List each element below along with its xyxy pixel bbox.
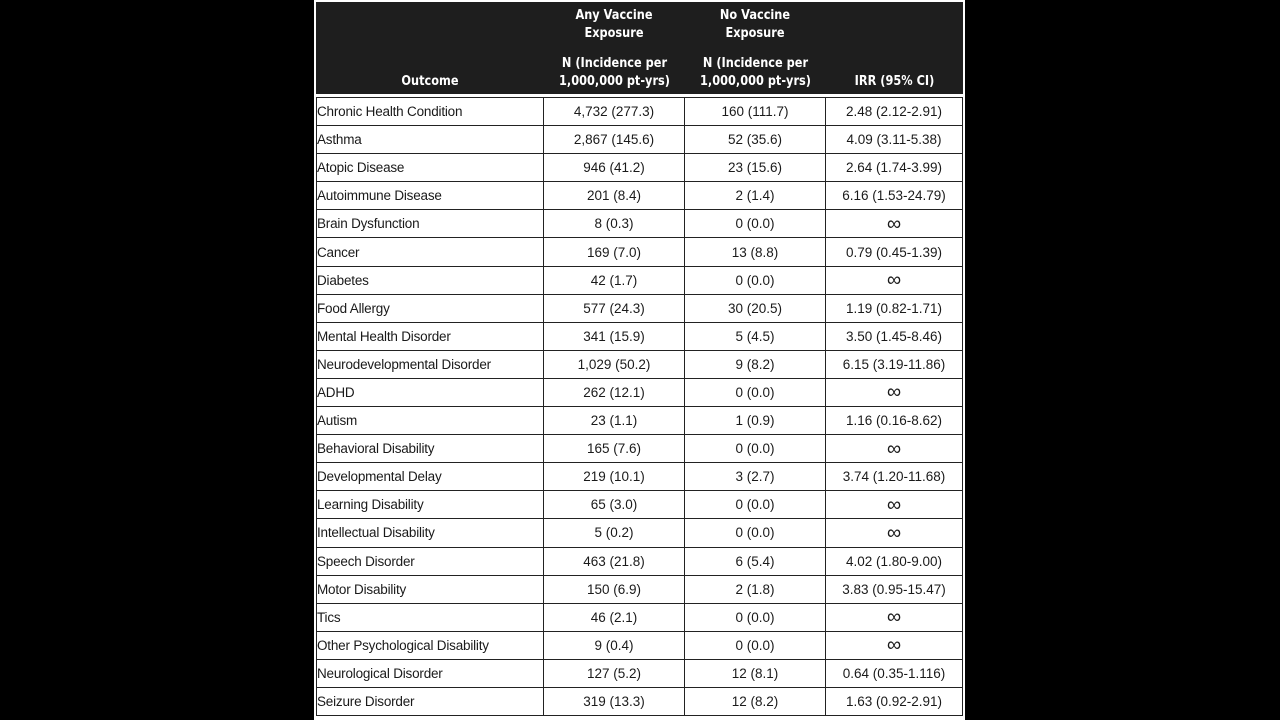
outcome-cell: Chronic Health Condition (316, 97, 544, 126)
outcome-cell: Cancer (316, 238, 544, 266)
outcome-cell: Asthma (316, 126, 544, 154)
no-vaccine-value-cell: 0 (0.0) (685, 210, 826, 238)
vaccine-value-cell: 201 (8.4) (544, 182, 685, 210)
table-row (316, 604, 963, 632)
no-vaccine-value-cell: 2 (1.8) (685, 576, 826, 604)
irr-cell: ∞ (826, 210, 963, 238)
outcome-cell: ADHD (316, 379, 544, 407)
outcome-cell: Motor Disability (316, 576, 544, 604)
table-row (316, 519, 963, 547)
irr-cell: 2.48 (2.12-2.91) (826, 97, 963, 126)
vaccine-value-cell: 341 (15.9) (544, 323, 685, 351)
irr-cell: ∞ (826, 604, 963, 632)
table-row (316, 660, 963, 688)
vaccine-value-cell: 2,867 (145.6) (544, 126, 685, 154)
irr-cell: 3.74 (1.20-11.68) (826, 463, 963, 491)
irr-cell: 3.50 (1.45-8.46) (826, 323, 963, 351)
table-row (316, 632, 963, 660)
header-no-vaccine-exposure: No Vaccine Exposure (719, 7, 791, 41)
table-row (316, 576, 963, 604)
no-vaccine-value-cell: 3 (2.7) (685, 463, 826, 491)
table-header (316, 2, 963, 94)
vaccine-value-cell: 8 (0.3) (544, 210, 685, 238)
vaccine-value-cell: 219 (10.1) (544, 463, 685, 491)
outcome-cell: Learning Disability (316, 491, 544, 519)
header-outcome: Outcome (401, 73, 459, 89)
header-vaccine-exposure: Any Vaccine Exposure (575, 7, 653, 41)
vaccine-value-cell: 9 (0.4) (544, 632, 685, 660)
vaccine-value-cell: 150 (6.9) (544, 576, 685, 604)
header-vaccine-n-line1: N (Incidence per (561, 55, 668, 71)
table-row (316, 407, 963, 435)
outcome-cell: Neurodevelopmental Disorder (316, 351, 544, 379)
table-row (316, 267, 963, 295)
no-vaccine-value-cell: 52 (35.6) (685, 126, 826, 154)
irr-cell: 4.02 (1.80-9.00) (826, 548, 963, 576)
irr-cell: 1.16 (0.16-8.62) (826, 407, 963, 435)
table-row (316, 210, 963, 238)
no-vaccine-value-cell: 0 (0.0) (685, 491, 826, 519)
table-row (316, 295, 963, 323)
table-row (316, 491, 963, 519)
outcome-cell: Mental Health Disorder (316, 323, 544, 351)
vaccine-value-cell: 46 (2.1) (544, 604, 685, 632)
table-row (316, 379, 963, 407)
outcome-cell: Diabetes (316, 267, 544, 295)
no-vaccine-value-cell: 0 (0.0) (685, 519, 826, 547)
header-no-vaccine-n-line2: 1,000,000 pt-yrs) (700, 73, 811, 89)
irr-cell: 1.19 (0.82-1.71) (826, 295, 963, 323)
irr-cell: 6.16 (1.53-24.79) (826, 182, 963, 210)
irr-cell: ∞ (826, 519, 963, 547)
irr-cell: ∞ (826, 491, 963, 519)
vaccine-value-cell: 4,732 (277.3) (544, 97, 685, 126)
vaccine-value-cell: 1,029 (50.2) (544, 351, 685, 379)
no-vaccine-value-cell: 0 (0.0) (685, 632, 826, 660)
header-irr: IRR (95% CI) (854, 73, 935, 89)
header-no-vaccine-n-line1: N (Incidence per (702, 55, 809, 71)
vaccine-value-cell: 946 (41.2) (544, 154, 685, 182)
vaccine-value-cell: 42 (1.7) (544, 267, 685, 295)
no-vaccine-value-cell: 30 (20.5) (685, 295, 826, 323)
irr-cell: 0.64 (0.35-1.116) (826, 660, 963, 688)
table-row (316, 463, 963, 491)
irr-cell: ∞ (826, 267, 963, 295)
no-vaccine-value-cell: 160 (111.7) (685, 97, 826, 126)
irr-cell: 3.83 (0.95-15.47) (826, 576, 963, 604)
irr-cell: 1.63 (0.92-2.91) (826, 688, 963, 716)
table-row (316, 97, 963, 126)
irr-cell: ∞ (826, 435, 963, 463)
irr-cell: ∞ (826, 379, 963, 407)
vaccine-value-cell: 169 (7.0) (544, 238, 685, 266)
table-row (316, 548, 963, 576)
irr-cell: ∞ (826, 632, 963, 660)
no-vaccine-value-cell: 9 (8.2) (685, 351, 826, 379)
vaccine-value-cell: 127 (5.2) (544, 660, 685, 688)
vaccine-value-cell: 577 (24.3) (544, 295, 685, 323)
irr-cell: 4.09 (3.11-5.38) (826, 126, 963, 154)
table-row (316, 154, 963, 182)
no-vaccine-value-cell: 23 (15.6) (685, 154, 826, 182)
vaccine-value-cell: 5 (0.2) (544, 519, 685, 547)
header-vaccine-n-line2: 1,000,000 pt-yrs) (559, 73, 670, 89)
outcome-cell: Food Allergy (316, 295, 544, 323)
vaccine-value-cell: 319 (13.3) (544, 688, 685, 716)
no-vaccine-value-cell: 0 (0.0) (685, 379, 826, 407)
outcome-cell: Brain Dysfunction (316, 210, 544, 238)
outcome-cell: Seizure Disorder (316, 688, 544, 716)
no-vaccine-value-cell: 2 (1.4) (685, 182, 826, 210)
no-vaccine-value-cell: 0 (0.0) (685, 435, 826, 463)
no-vaccine-value-cell: 12 (8.2) (685, 688, 826, 716)
table-row (316, 435, 963, 463)
table-row (316, 351, 963, 379)
table-row (316, 238, 963, 266)
vaccine-value-cell: 65 (3.0) (544, 491, 685, 519)
irr-cell: 0.79 (0.45-1.39) (826, 238, 963, 266)
outcome-cell: Autism (316, 407, 544, 435)
outcome-cell: Neurological Disorder (316, 660, 544, 688)
outcome-cell: Intellectual Disability (316, 519, 544, 547)
outcome-cell: Tics (316, 604, 544, 632)
vaccine-value-cell: 165 (7.6) (544, 435, 685, 463)
table-row (316, 182, 963, 210)
table-row (316, 323, 963, 351)
table-row (316, 688, 963, 716)
outcome-cell: Autoimmune Disease (316, 182, 544, 210)
no-vaccine-value-cell: 12 (8.1) (685, 660, 826, 688)
no-vaccine-value-cell: 0 (0.0) (685, 604, 826, 632)
irr-cell: 2.64 (1.74-3.99) (826, 154, 963, 182)
outcome-cell: Atopic Disease (316, 154, 544, 182)
results-table-document (314, 0, 965, 720)
no-vaccine-value-cell: 5 (4.5) (685, 323, 826, 351)
vaccine-value-cell: 23 (1.1) (544, 407, 685, 435)
no-vaccine-value-cell: 1 (0.9) (685, 407, 826, 435)
outcome-cell: Developmental Delay (316, 463, 544, 491)
table-row (316, 126, 963, 154)
outcome-cell: Speech Disorder (316, 548, 544, 576)
outcome-cell: Other Psychological Disability (316, 632, 544, 660)
outcome-cell: Behavioral Disability (316, 435, 544, 463)
no-vaccine-value-cell: 13 (8.8) (685, 238, 826, 266)
table-body (316, 97, 963, 716)
vaccine-value-cell: 463 (21.8) (544, 548, 685, 576)
data-table (316, 97, 963, 716)
no-vaccine-value-cell: 0 (0.0) (685, 267, 826, 295)
irr-cell: 6.15 (3.19-11.86) (826, 351, 963, 379)
no-vaccine-value-cell: 6 (5.4) (685, 548, 826, 576)
vaccine-value-cell: 262 (12.1) (544, 379, 685, 407)
